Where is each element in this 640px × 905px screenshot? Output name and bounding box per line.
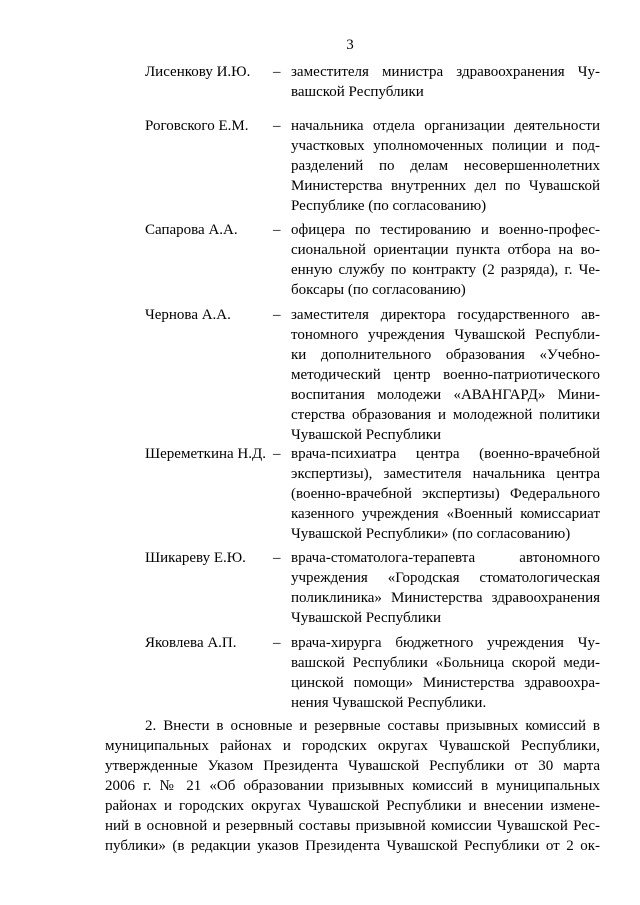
dash-separator: – xyxy=(273,118,281,134)
paragraph-line: 2. Внести в основные и резервные составы призывных комиссий в xyxy=(145,718,600,734)
member-name: Шереметкина Н.Д. xyxy=(145,446,266,462)
position-line: Министерства внутренних дел по Чувашской xyxy=(291,178,600,194)
dash-separator: – xyxy=(273,550,281,566)
position-line: методический центр военно-патриотического xyxy=(291,367,600,383)
position-line: вашской Республики «Больница скорой меди- xyxy=(291,655,600,671)
position-line: участковых уполномоченных полиции и под- xyxy=(291,138,600,154)
paragraph-line: ний в основной и резервный составы призывной комиссии Чувашской Рес- xyxy=(105,818,600,834)
member-name: Чернова А.А. xyxy=(145,307,231,323)
position-line: учреждения «Городская стоматологическая xyxy=(291,570,600,586)
paragraph-line: публики» (в редакции указов Президента Чувашской Республики от 2 ок- xyxy=(105,838,600,854)
member-position xyxy=(291,220,600,300)
position-line: стерства образования и молодежной политики xyxy=(291,407,600,423)
position-line: нения Чувашской Республики. xyxy=(291,695,487,711)
position-line: экспертизы), заместителя начальника центра xyxy=(291,466,600,482)
member-position xyxy=(291,116,600,216)
position-line: тономного учреждения Чувашской Республи- xyxy=(291,327,600,343)
position-line: начальника отдела организации деятельности xyxy=(291,118,600,134)
member-name: Сапарова А.А. xyxy=(145,222,238,238)
dash-separator: – xyxy=(273,222,281,238)
dash-separator: – xyxy=(273,446,281,462)
position-line: Чувашской Республики» (по согласованию) xyxy=(291,526,571,542)
position-line: ки дополнительного образования «Учебно- xyxy=(291,347,600,363)
paragraph-line: районах и городских округах Чувашской Республики и внесении измене- xyxy=(105,798,600,814)
position-line: казенного учреждения «Военный комиссариат xyxy=(291,506,600,522)
member-position xyxy=(291,633,600,713)
paragraph-line: 2006 г. № 21 «Об образовании призывных комиссий в муниципальных xyxy=(105,778,600,794)
member-name: Яковлева А.П. xyxy=(145,635,237,651)
position-line: вашской Республики xyxy=(291,84,424,100)
position-line: енную службу по контракту (2 разряда), г. Че- xyxy=(291,262,600,278)
position-line: Чувашской Республики xyxy=(291,610,442,626)
position-line: сиональной ориентации пункта отбора на во- xyxy=(291,242,600,258)
position-line: заместителя директора государственного ав- xyxy=(291,307,600,323)
dash-separator: – xyxy=(273,64,281,80)
body-paragraph xyxy=(105,716,600,856)
member-position xyxy=(291,62,600,102)
position-line: разделений по делам несовершеннолетних xyxy=(291,158,600,174)
page-number: 3 xyxy=(346,37,354,53)
position-line: Чувашской Республики xyxy=(291,427,442,443)
paragraph-line: муниципальных районах и городских округах Чувашской Республики, xyxy=(105,738,600,754)
position-line: заместителя министра здравоохранения Чу- xyxy=(291,64,600,80)
member-name: Лисенкову И.Ю. xyxy=(145,64,251,80)
member-position xyxy=(291,548,600,628)
position-line: Республике (по согласованию) xyxy=(291,198,487,214)
member-position xyxy=(291,444,600,544)
position-line: врача-стоматолога-терапевта автономного xyxy=(291,550,600,566)
position-line: офицера по тестированию и военно-профес- xyxy=(291,222,600,238)
paragraph-line: утвержденные Указом Президента Чувашской Республики от 30 марта xyxy=(105,758,600,774)
position-line: воспитания молодежи «АВАНГАРД» Мини- xyxy=(291,387,600,403)
position-line: поликлиника» Министерства здравоохранения xyxy=(291,590,600,606)
dash-separator: – xyxy=(273,307,281,323)
member-position xyxy=(291,305,600,445)
member-name: Шикареву Е.Ю. xyxy=(145,550,246,566)
position-line: цинской помощи» Министерства здравоохра- xyxy=(291,675,600,691)
position-line: (военно-врачебной экспертизы) Федерального xyxy=(291,486,600,502)
member-name: Роговского Е.М. xyxy=(145,118,249,134)
dash-separator: – xyxy=(273,635,281,651)
position-line: боксары (по согласованию) xyxy=(291,282,466,298)
position-line: врача-психиатра центра (военно-врачебной xyxy=(291,446,600,462)
position-line: врача-хирурга бюджетного учреждения Чу- xyxy=(291,635,600,651)
